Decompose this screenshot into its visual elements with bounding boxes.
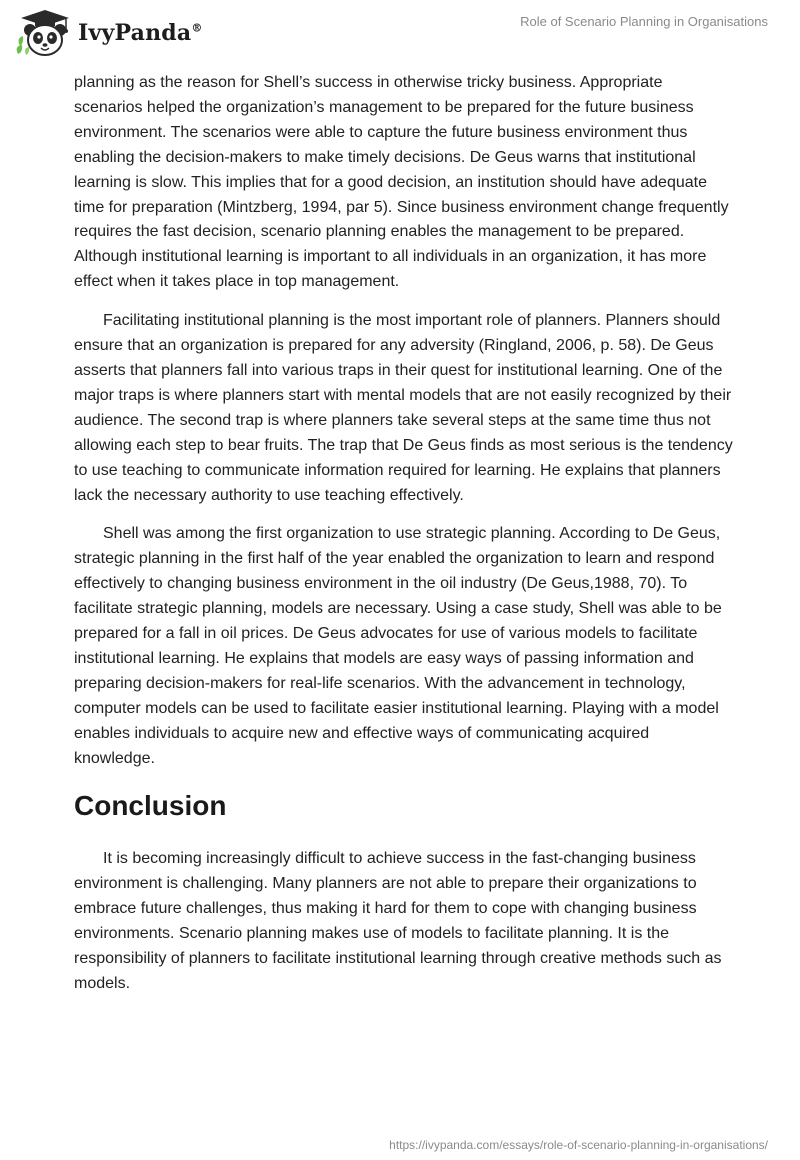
paragraph: Shell was among the first organization to use strategic planning. According to De Geus, strategic planning in the first half of the year enabled the organization to learn and respond effectively to changing business environment in the oil industry (De Geus,1988, 70). To facilitate strategic planning, models are necessary. Using a case study, Shell was able to be prepared for a fall in oil prices. De Geus advocates for use of various models to facilitate institutional learning. He explains that models are easy ways of passing information and preparing decision-makers for real-life scenarios. With the advancement in technology, computer models can be used to facilitate easier institutional learning. Playing with a model enables individuals to acquire new and effective ways of communicating acquired knowledge.: [74, 525, 722, 767]
essay-content: [74, 71, 734, 1011]
page-header: [0, 0, 800, 70]
paragraph: planning as the reason for Shell’s success in otherwise tricky business. Appropriate scenarios helped the organization’s management to be prepared for the future business environment. The scenarios were able to capture the future business environment thus enabling the decision-makers to make timely decisions. De Geus warns that institutional learning is slow. This implies that for a good decision, an institution should have adequate time for preparation (Mintzberg, 1994, par 5). Since business environment change frequently requires the fast decision, scenario planning enables the management to be prepared. Although institutional learning is important to all individuals in an organization, it has more effect when it takes place in top management.: [74, 74, 729, 291]
panda-mascot-icon: [14, 8, 76, 58]
brand-name: IvyPanda®: [78, 20, 203, 46]
source-url[interactable]: https://ivypanda.com/essays/role-of-scenario-planning-in-organisations/: [389, 1138, 768, 1152]
section-heading: Conclusion: [74, 790, 227, 822]
document-title: Role of Scenario Planning in Organisations: [520, 14, 768, 29]
paragraph: Facilitating institutional planning is the most important role of planners. Planners should ensure that an organization is prepared for any adversity (Ringland, 2006, p. 58). De Geus asserts that planners fall into various traps in their quest for institutional learning. One of the major traps is where planners start with mental models that are not easily recognized by their audience. The second trap is where planners take several steps at the same time thus not allowing each step to bear fruits. The trap that De Geus finds as most serious is the tendency to use teaching to communicate information required for learning. He explains that planners lack the necessary authority to use teaching effectively.: [74, 312, 733, 504]
logo[interactable]: [14, 8, 203, 58]
conclusion-paragraph: It is becoming increasingly difficult to achieve success in the fast-changing business environment is challenging. Many planners are not able to prepare their organizations to embrace future challenges, thus making it hard for them to cope with changing business environments. Scenario planning makes use of models to facilitate planning. It is the responsibility of planners to facilitate institutional learning through creative methods such as models.: [74, 850, 722, 992]
